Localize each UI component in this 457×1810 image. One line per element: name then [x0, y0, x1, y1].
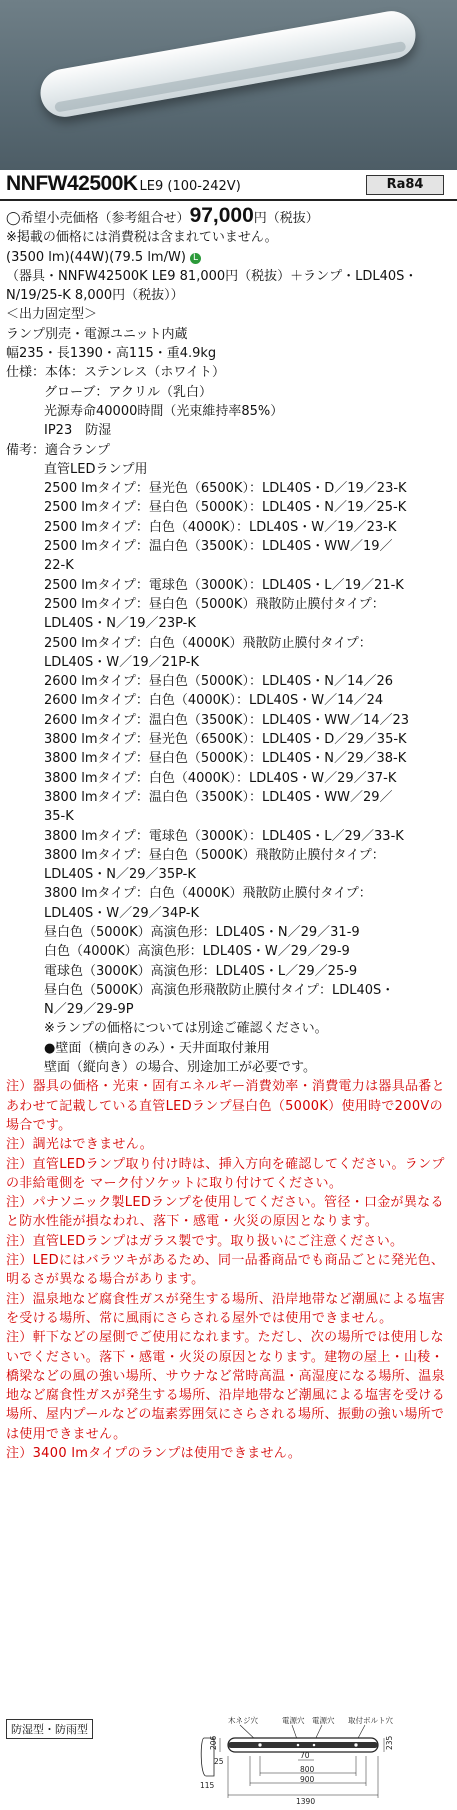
dim-800: 800 — [300, 1765, 315, 1774]
lamp-item: 3800 lmタイプ：昼白色（5000K）：LDL40S・N／29／38-K — [44, 751, 407, 767]
lamp-item: LDL40S・N／19／23P-K — [44, 616, 196, 632]
model-number: NNFW42500K — [6, 172, 138, 195]
lamp-item: LDL40S・N／29／35P-K — [44, 867, 196, 883]
header-divider — [0, 199, 457, 201]
dim-115: 115 — [200, 1781, 215, 1790]
dim-206: 206 — [209, 1735, 218, 1750]
lamp-item: 昼白色（5000K）高演色形飛散防止膜付タイプ：LDL40S・ — [44, 982, 395, 998]
lamp-item: N／29／29-9P — [44, 1002, 134, 1018]
lamp-item: 3800 lmタイプ：白色（4000K）飛散防止膜付タイプ： — [44, 886, 372, 902]
lamp-item: LDL40S・W／29／34P-K — [44, 905, 199, 921]
caution-note: 注）器具の価格・光束・固有エネルギー消費効率・消費電力は器具品番とあわせて記載している直管LEDランプ昼白色（5000K）使用時で200Vの場合です。 — [6, 1079, 445, 1133]
model-header — [6, 172, 241, 198]
lamp-item: ●壁面（横向きのみ）・天井面取付兼用 — [44, 1040, 270, 1056]
leaf-icon: L — [190, 253, 201, 264]
spec-line — [6, 248, 454, 267]
lamp-item: 電球色（3000K）高演色形：LDL40S・L／29／25-9 — [44, 963, 358, 979]
dimension-diagram — [200, 1716, 450, 1808]
lamp-item: 白色（4000K）高演色形：LDL40S・W／29／29-9 — [44, 944, 350, 960]
product-spec-body — [6, 206, 454, 1463]
product-photo — [0, 0, 457, 170]
lamp-item: 2500 lmタイプ：電球色（3000K）：LDL40S・L／19／21-K — [44, 577, 404, 593]
lamp-item: 3800 lmタイプ：温白色（3500K）：LDL40S・WW／29／ — [44, 789, 393, 805]
lamp-item: 2600 lmタイプ：白色（4000K）：LDL40S・W／14／24 — [44, 693, 384, 709]
lamp-item: 2500 lmタイプ：昼白色（5000K）飛散防止膜付タイプ： — [44, 596, 385, 612]
label-power-hole-1: 電源穴 — [282, 1716, 305, 1725]
lamp-item: 3800 lmタイプ：昼光色（6500K）：LDL40S・D／29／35-K — [44, 732, 407, 748]
label-screw-hole: 木ネジ穴 — [228, 1716, 258, 1725]
lamp-item: 2500 lmタイプ：昼白色（5000K）：LDL40S・N／19／25-K — [44, 500, 407, 516]
lamp-item: 2600 lmタイプ：昼白色（5000K）：LDL40S・N／14／26 — [44, 674, 394, 690]
lamp-item: 3800 lmタイプ：電球色（3000K）：LDL40S・L／29／33-K — [44, 828, 404, 844]
ip-rating: IP23 防湿 — [44, 423, 112, 439]
lamp-item: 昼白色（5000K）高演色形：LDL40S・N／29／31-9 — [44, 924, 360, 940]
lamp-item: ※ランプの価格については別途ご確認ください。 — [44, 1021, 328, 1037]
globe: グローブ：アクリル（乳白） — [44, 384, 212, 400]
remarks-sub: 直管LEDランプ用 — [44, 461, 148, 477]
lumen-watt-spec: (3500 lm)(44W)(79.5 lm/W) — [6, 249, 186, 265]
caution-note: 注）LEDにはバラツキがあるため、同一品番商品でも商品ごとに発光色、明るさが異なる場合があります。 — [6, 1253, 445, 1288]
rank-badge: Ra84 — [366, 175, 444, 195]
life: 光源寿命40000時間（光束維持率85%） — [44, 403, 284, 419]
lamp-item: 2600 lmタイプ：温白色（3500K）：LDL40S・WW／14／23 — [44, 712, 410, 728]
dim-25: 25 — [214, 1757, 224, 1766]
price-currency: 円（税抜） — [253, 211, 319, 226]
caution-note: 注）軒下などの屋側でご使用になれます。ただし、次の場所では使用しないでください。落下・感電・火災の原因となります。建物の屋上・山稜・橋梁などの風の強い場所、サウナなど常時高温・高湿度になる場所、温泉地など腐食性ガスが発生する場所、沿岸地帯など潮風による塩害を受ける場所、屋内プールなどの塩素雰囲気にさらされる場所、振動の強い場所では使用できません。 — [6, 1330, 445, 1442]
lamp-item: 2500 lmタイプ：白色（4000K）：LDL40S・W／19／23-K — [44, 519, 397, 535]
lamp-item: 3800 lmタイプ：昼白色（5000K）飛散防止膜付タイプ： — [44, 847, 385, 863]
price-line — [6, 206, 454, 228]
caution-note: 注）温泉地など腐食性ガスが発生する場所、沿岸地帯など潮風による塩害を受ける場所、常に風雨にさらされる屋外では使用できません。 — [6, 1291, 445, 1326]
price-label: ◯希望小売価格（参考組合せ） — [6, 211, 190, 226]
caution-note: 注）3400 lmタイプのランプは使用できません。 — [6, 1446, 302, 1461]
dim-235: 235 — [385, 1735, 394, 1750]
lamp-item: 35-K — [44, 809, 74, 825]
breakdown-2: N/19/25-K 8,000円（税抜）） — [6, 288, 184, 304]
lamp-info: ランプ別売・電源ユニット内蔵 — [6, 326, 188, 342]
label-power-hole-2: 電源穴 — [312, 1716, 335, 1725]
dimensions: 幅235・長1390・高115・重4.9kg — [6, 346, 217, 362]
lamp-item: 2500 lmタイプ：昼光色（6500K）：LDL40S・D／19／23-K — [44, 481, 407, 497]
caution-note: 注）直管LEDランプ取り付け時は、挿入方向を確認してください。ランプの非給電側を マーク付ソケットに取り付けてください。 — [6, 1156, 445, 1191]
material: 仕様：本体：ステンレス（ホワイト） — [6, 365, 225, 381]
lamp-item: 2500 lmタイプ：白色（4000K）飛散防止膜付タイプ： — [44, 635, 372, 651]
dim-1390: 1390 — [296, 1797, 316, 1806]
tax-note: ※掲載の価格には消費税は含まれていません。 — [6, 230, 278, 246]
caution-note: 注）調光はできません。 — [6, 1137, 154, 1153]
lamp-fixture-image — [37, 7, 420, 120]
lamp-list — [6, 479, 454, 1077]
dim-70: 70 — [300, 1751, 310, 1760]
price-value: 97,000 — [189, 204, 254, 227]
output-type: ＜出力固定型＞ — [6, 307, 98, 323]
lamp-item: 22-K — [44, 558, 74, 574]
remarks-label: 備考：適合ランプ — [6, 442, 111, 458]
lamp-item: 3800 lmタイプ：白色（4000K）：LDL40S・W／29／37-K — [44, 770, 397, 786]
lamp-item: LDL40S・W／19／21P-K — [44, 654, 199, 670]
label-bolt-hole: 取付ボルト穴 — [348, 1716, 393, 1725]
dim-900: 900 — [300, 1775, 315, 1784]
notes-list — [6, 1077, 454, 1463]
caution-note: 注）パナソニック製LEDランプを使用してください。管径・口金が異なると防水性能が損なわれ、落下・感電・火災の原因となります。 — [6, 1195, 444, 1230]
lamp-item: 壁面（縦向き）の場合、別途加工が必要です。 — [44, 1060, 316, 1076]
breakdown-1: （器具・NNFW42500K LE9 81,000円（税抜）＋ランプ・LDL40S・ — [6, 268, 418, 284]
waterproof-tag: 防湿型・防雨型 — [6, 1719, 93, 1739]
model-voltage: LE9 (100-242V) — [139, 179, 241, 194]
caution-note: 注）直管LEDランプはガラス製です。取り扱いにご注意ください。 — [6, 1233, 404, 1249]
lamp-item: 2500 lmタイプ：温白色（3500K）：LDL40S・WW／19／ — [44, 539, 393, 555]
